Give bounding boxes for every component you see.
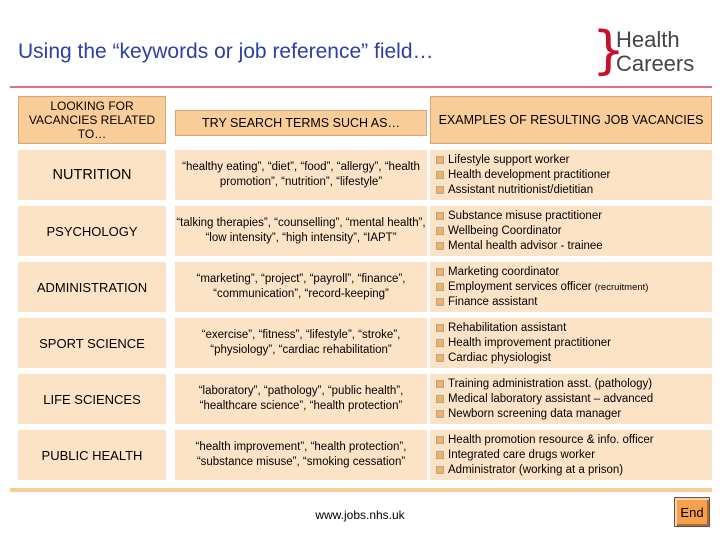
search-terms-cell: “laboratory”, “pathology”, “public health”, “healthcare science”, “health protection” xyxy=(175,374,427,424)
category-cell: PUBLIC HEALTH xyxy=(18,430,166,480)
list-item xyxy=(436,433,712,448)
bullet-icon xyxy=(436,171,444,179)
list-item xyxy=(436,407,712,422)
jobs-url-link[interactable]: www.jobs.nhs.uk xyxy=(315,508,405,522)
result-text: Mental health advisor - trainee xyxy=(448,239,603,252)
result-text: Health improvement practitioner xyxy=(448,336,611,349)
category-cell: PSYCHOLOGY xyxy=(18,206,166,256)
bullet-icon xyxy=(436,324,444,332)
bullet-icon xyxy=(436,354,444,362)
list-item xyxy=(436,265,712,280)
search-terms-cell: “health improvement”, “health protection”, “substance misuse”, “smoking cessation” xyxy=(175,430,427,480)
header-resulting-vacancies: EXAMPLES OF RESULTING JOB VACANCIES xyxy=(430,96,712,144)
table-row xyxy=(18,430,712,480)
result-text: Health promotion resource & info. officer xyxy=(448,433,654,446)
category-cell: LIFE SCIENCES xyxy=(18,374,166,424)
results-cell xyxy=(430,318,712,368)
result-text: Health development practitioner xyxy=(448,168,611,181)
bullet-icon xyxy=(436,298,444,306)
result-text: Lifestyle support worker xyxy=(448,153,570,166)
results-cell xyxy=(430,206,712,256)
bullet-icon xyxy=(436,186,444,194)
bullet-icon xyxy=(436,451,444,459)
list-item xyxy=(436,183,712,198)
list-item xyxy=(436,448,712,463)
bullet-icon xyxy=(436,380,444,388)
list-item xyxy=(436,351,712,366)
bullet-icon xyxy=(436,268,444,276)
bullet-icon xyxy=(436,227,444,235)
end-button[interactable]: End xyxy=(674,497,710,527)
results-cell xyxy=(430,150,712,200)
search-terms-cell: “talking therapies”, “counselling”, “mental health”, “low intensity”, “high intensity”, “IAPT” xyxy=(175,206,427,256)
result-text: Newborn screening data manager xyxy=(448,407,622,420)
table-row xyxy=(18,150,712,200)
health-careers-logo xyxy=(592,21,704,82)
results-cell xyxy=(430,374,712,424)
footer-divider xyxy=(10,488,712,492)
list-item xyxy=(436,209,712,224)
category-cell: NUTRITION xyxy=(18,150,166,200)
result-text: Rehabilitation assistant xyxy=(448,321,567,334)
result-text: Substance misuse practitioner xyxy=(448,209,603,222)
list-item xyxy=(436,392,712,407)
result-text: Finance assistant xyxy=(448,295,538,308)
list-item xyxy=(436,280,712,295)
list-item xyxy=(436,153,712,168)
bullet-icon xyxy=(436,395,444,403)
result-text: Integrated care drugs worker xyxy=(448,448,596,461)
logo-line2: Careers xyxy=(616,51,695,76)
table-row xyxy=(18,206,712,256)
list-item xyxy=(436,463,712,478)
logo-text xyxy=(616,28,694,76)
bullet-icon xyxy=(436,283,444,291)
table-row xyxy=(18,374,712,424)
list-item xyxy=(436,295,712,310)
header-divider xyxy=(10,86,712,88)
result-text: Marketing coordinator xyxy=(448,265,560,278)
bullet-icon xyxy=(436,339,444,347)
page-title: Using the “keywords or job reference” field… xyxy=(18,40,434,63)
table-row xyxy=(18,318,712,368)
bullet-icon xyxy=(436,410,444,418)
bullet-icon xyxy=(436,466,444,474)
list-item xyxy=(436,377,712,392)
result-text: Wellbeing Coordinator xyxy=(448,224,562,237)
result-text: Employment services officer xyxy=(448,280,592,293)
list-item xyxy=(436,239,712,254)
result-note: (recruitment) xyxy=(594,281,649,293)
result-text: Cardiac physiologist xyxy=(448,351,551,364)
bullet-icon xyxy=(436,436,444,444)
logo-line1: Health xyxy=(616,27,680,52)
category-cell: SPORT SCIENCE xyxy=(18,318,166,368)
header-search-terms: TRY SEARCH TERMS SUCH AS… xyxy=(175,110,427,136)
logo-bracket-icon: } xyxy=(592,21,626,81)
list-item xyxy=(436,224,712,239)
category-cell: ADMINISTRATION xyxy=(18,262,166,312)
results-cell xyxy=(430,262,712,312)
search-terms-cell: “exercise”, “fitness”, “lifestyle”, “stroke”, “physiology”, “cardiac rehabilitation” xyxy=(175,318,427,368)
header-looking-for: LOOKING FOR VACANCIES RELATED TO… xyxy=(18,96,166,144)
results-cell xyxy=(430,430,712,480)
bullet-icon xyxy=(436,212,444,220)
search-terms-cell: “marketing”, “project”, “payroll”, “finance”, “communication”, “record-keeping” xyxy=(175,262,427,312)
list-item xyxy=(436,336,712,351)
bullet-icon xyxy=(436,242,444,250)
result-text: Assistant nutritionist/dietitian xyxy=(448,183,594,196)
list-item xyxy=(436,321,712,336)
result-text: Administrator (working at a prison) xyxy=(448,463,624,476)
result-text: Training administration asst. (pathology) xyxy=(448,377,653,390)
search-terms-cell: “healthy eating”, “diet”, “food”, “allergy”, “health promotion”, “nutrition”, “lifestyle” xyxy=(175,150,427,200)
bullet-icon xyxy=(436,156,444,164)
result-text: Medical laboratory assistant – advanced xyxy=(448,392,654,405)
table-row xyxy=(18,262,712,312)
list-item xyxy=(436,168,712,183)
